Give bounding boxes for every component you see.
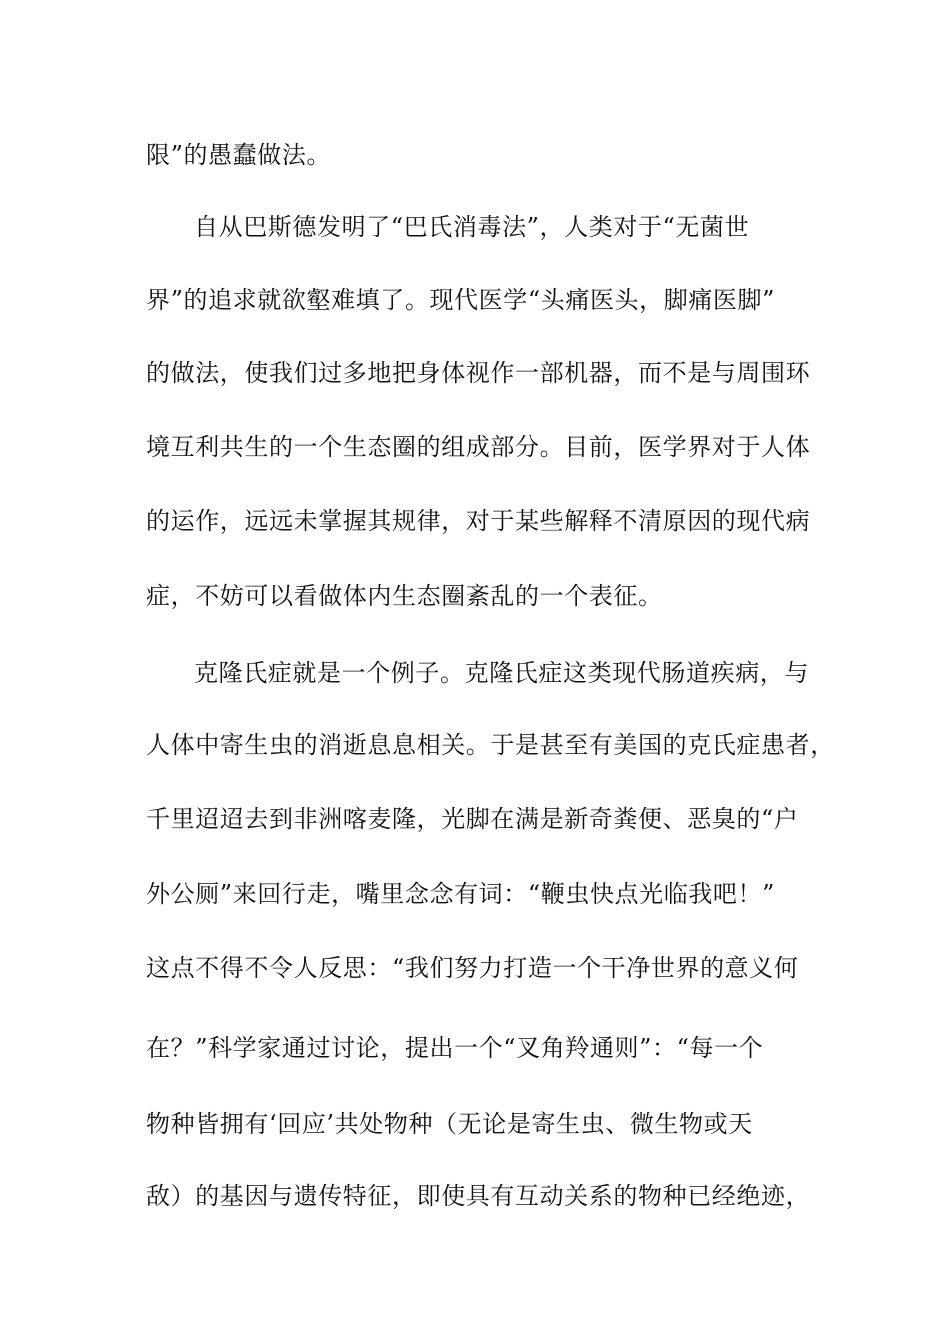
text-line-8: 克隆氏症就是一个例子。克隆氏症这类现代肠道疾病，与: [194, 659, 809, 687]
text-line-10: 千里迢迢去到非洲喀麦隆，光脚在满是新奇粪便、恶臭的“户: [146, 805, 799, 833]
text-line-6: 的运作，远远未掌握其规律，对于某些解释不清原因的现代病: [146, 507, 811, 535]
text-line-2: 自从巴斯德发明了“巴氏消毒法”，人类对于“无菌世: [194, 213, 750, 241]
text-line-12: 这点不得不令人反思：“我们努力打造一个干净世界的意义何: [146, 954, 799, 982]
text-line-9: 人体中寄生虫的消逝息息相关。于是甚至有美国的克氏症患者，: [146, 731, 835, 759]
text-line-11: 外公厕”来回行走，嘴里念念有词：“鞭虫快点光临我吧！”: [146, 880, 776, 908]
text-line-15: 敌）的基因与遗传特征，即使具有互动关系的物种已经绝迹，: [146, 1182, 811, 1210]
text-line-14: 物种皆拥有‘回应’共处物种（无论是寄生虫、微生物或天: [146, 1110, 753, 1138]
text-line-3: 界”的追求就欲壑难填了。现代医学“头痛医头，脚痛医脚”: [146, 286, 776, 314]
text-line-13: 在？”科学家通过讨论，提出一个“叉角羚通则”：“每一个: [146, 1034, 764, 1062]
text-line-1: 限”的愚蠢做法。: [146, 141, 332, 169]
text-line-7: 症，不妨可以看做体内生态圈紊乱的一个表征。: [146, 582, 663, 610]
text-line-4: 的做法，使我们过多地把身体视作一部机器，而不是与周围环: [146, 359, 811, 387]
text-line-5: 境互利共生的一个生态圈的组成部分。目前，医学界对于人体: [146, 433, 811, 461]
